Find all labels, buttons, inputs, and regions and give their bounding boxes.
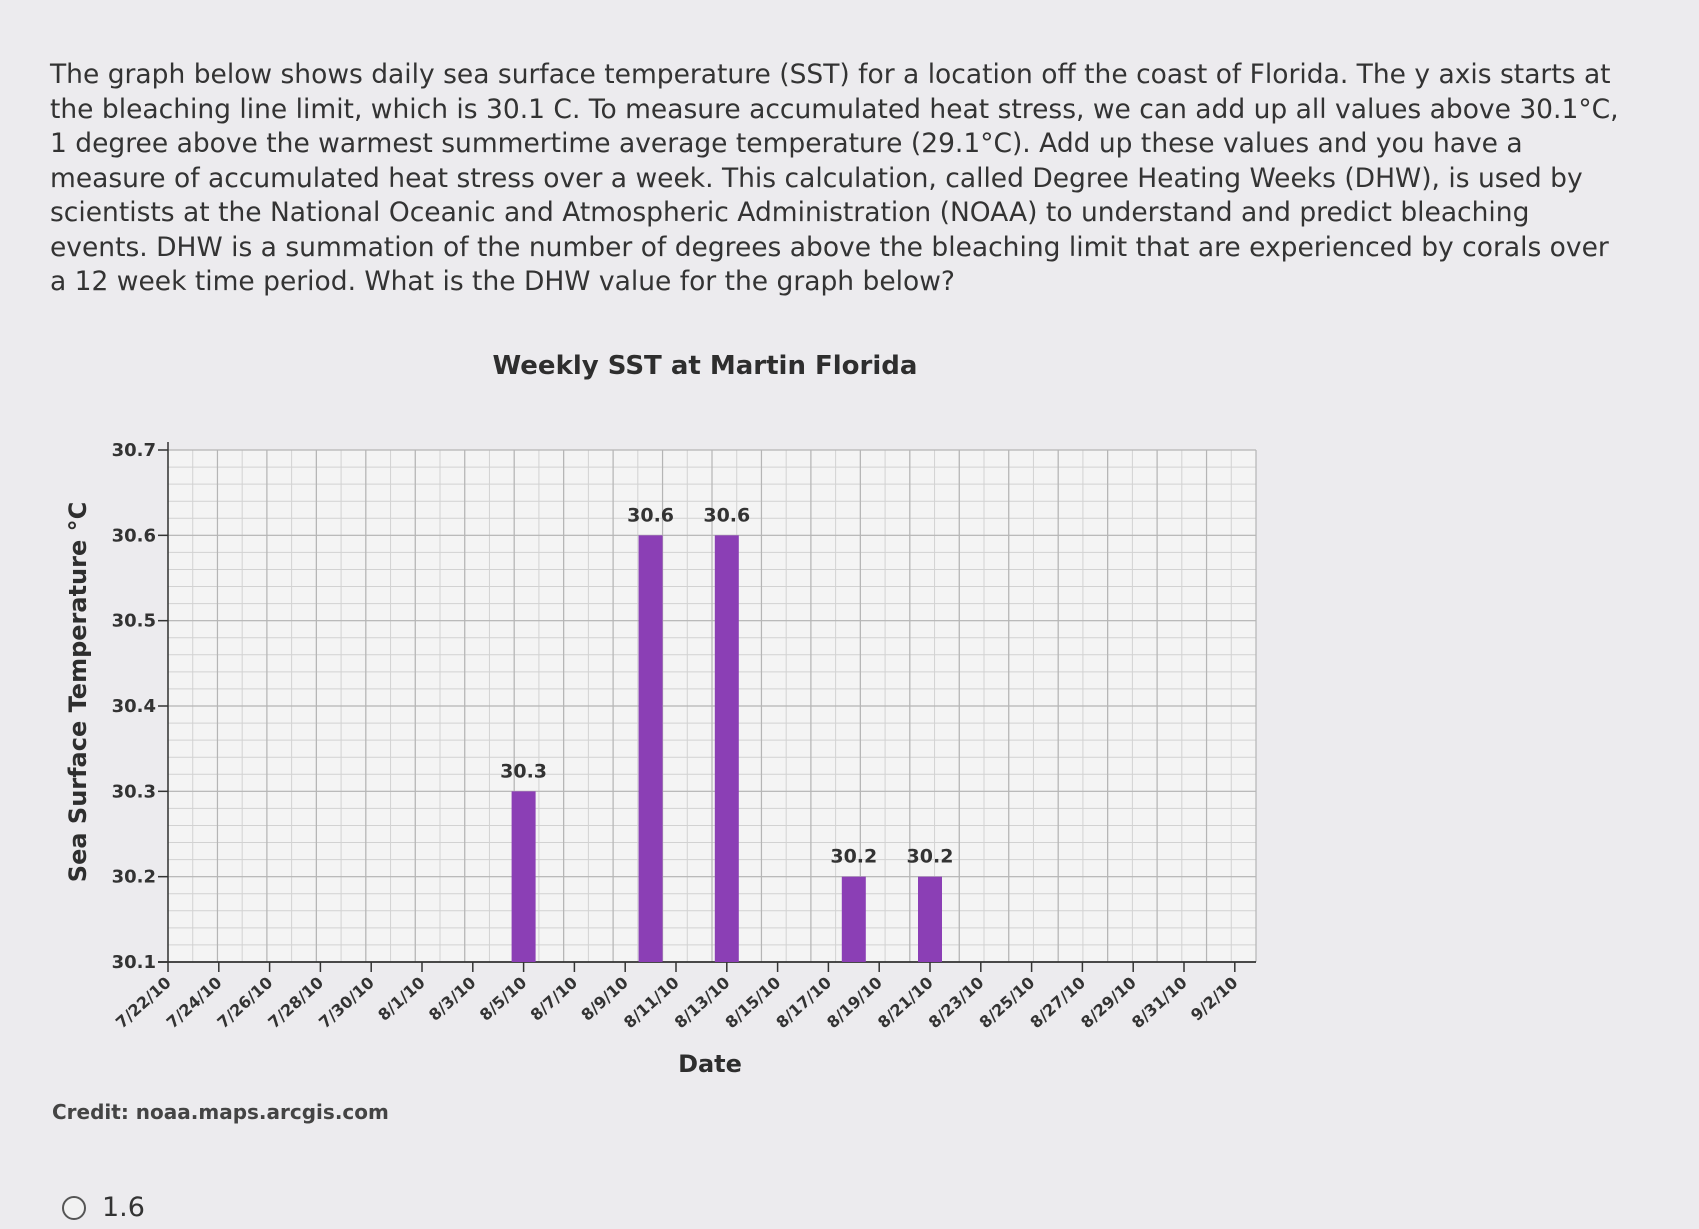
y-tick-label: 30.7 <box>111 440 156 461</box>
x-tick-label: 7/28/10 <box>264 972 328 1033</box>
bar <box>842 877 866 962</box>
y-axis-label: Sea Surface Temperature °C <box>64 501 92 883</box>
answer-label: 1.6 <box>102 1192 145 1223</box>
radio-button[interactable] <box>62 1196 86 1220</box>
x-tick-label: 8/1/10 <box>374 972 429 1025</box>
x-tick-label: 7/24/10 <box>162 972 226 1033</box>
y-tick-label: 30.2 <box>111 866 156 888</box>
chart-title: Weekly SST at Martin Florida <box>492 351 918 381</box>
credit-text: Credit: noaa.maps.arcgis.com <box>52 1100 389 1124</box>
y-tick-label: 30.4 <box>111 696 156 717</box>
question-text: The graph below shows daily sea surface temperature (SST) for a location off the coast of Florida. The y axis starts at the bleaching line limit, which is 30.1 C. To measure accumulated heat stress, we can add up all values above 30.1°C, 1 degree above the warmest summertime average temperature (29.1°C). Add up these values and you have a measure of accumulated heat stress over a week. This calculation, called Degree Heating Weeks (DHW), is used by scientists at the National Oceanic and Atmospheric Administration (NOAA) to understand and predict bleaching events. DHW is a summation of the number of degrees above the bleaching limit that are experienced by corals over a 12 week time period. What is the DHW value for the graph below? <box>50 59 1619 297</box>
x-tick-label: 8/31/10 <box>1127 972 1191 1033</box>
x-tick-label: 8/11/10 <box>619 972 683 1033</box>
data-label: 30.3 <box>500 760 548 783</box>
bar <box>918 877 942 962</box>
x-tick-label: 9/2/10 <box>1186 972 1242 1025</box>
x-tick-label: 8/23/10 <box>924 972 988 1033</box>
bar <box>715 535 739 962</box>
x-tick-label: 8/5/10 <box>475 972 531 1025</box>
data-label: 30.6 <box>627 504 675 527</box>
x-axis-label: Date <box>678 1050 742 1078</box>
x-tick-label: 8/19/10 <box>823 972 886 1033</box>
x-tick-label: 8/21/10 <box>873 972 937 1033</box>
data-label: 30.6 <box>703 504 751 527</box>
data-label: 30.2 <box>830 845 878 868</box>
y-tick-label: 30.1 <box>111 952 156 973</box>
x-tick-label: 8/29/10 <box>1077 972 1140 1033</box>
x-tick-label: 7/22/10 <box>111 972 175 1033</box>
bar <box>639 535 663 962</box>
x-tick-label: 8/25/10 <box>975 972 1039 1033</box>
x-tick-label: 7/26/10 <box>213 972 277 1033</box>
y-tick-label: 30.3 <box>111 781 156 803</box>
bar <box>512 791 536 962</box>
y-tick-label: 30.5 <box>111 610 156 632</box>
answer-option[interactable] <box>62 1192 145 1223</box>
x-tick-label: 8/27/10 <box>1026 972 1090 1033</box>
x-tick-label: 8/17/10 <box>772 972 836 1033</box>
x-tick-label: 8/9/10 <box>577 972 632 1025</box>
x-tick-label: 8/7/10 <box>526 972 582 1025</box>
x-tick-label: 8/15/10 <box>721 972 785 1033</box>
data-label: 30.2 <box>906 845 954 868</box>
x-tick-label: 7/30/10 <box>315 972 378 1033</box>
x-tick-label: 8/3/10 <box>424 972 480 1025</box>
x-tick-label: 8/13/10 <box>670 972 734 1033</box>
y-tick-label: 30.6 <box>111 525 156 547</box>
